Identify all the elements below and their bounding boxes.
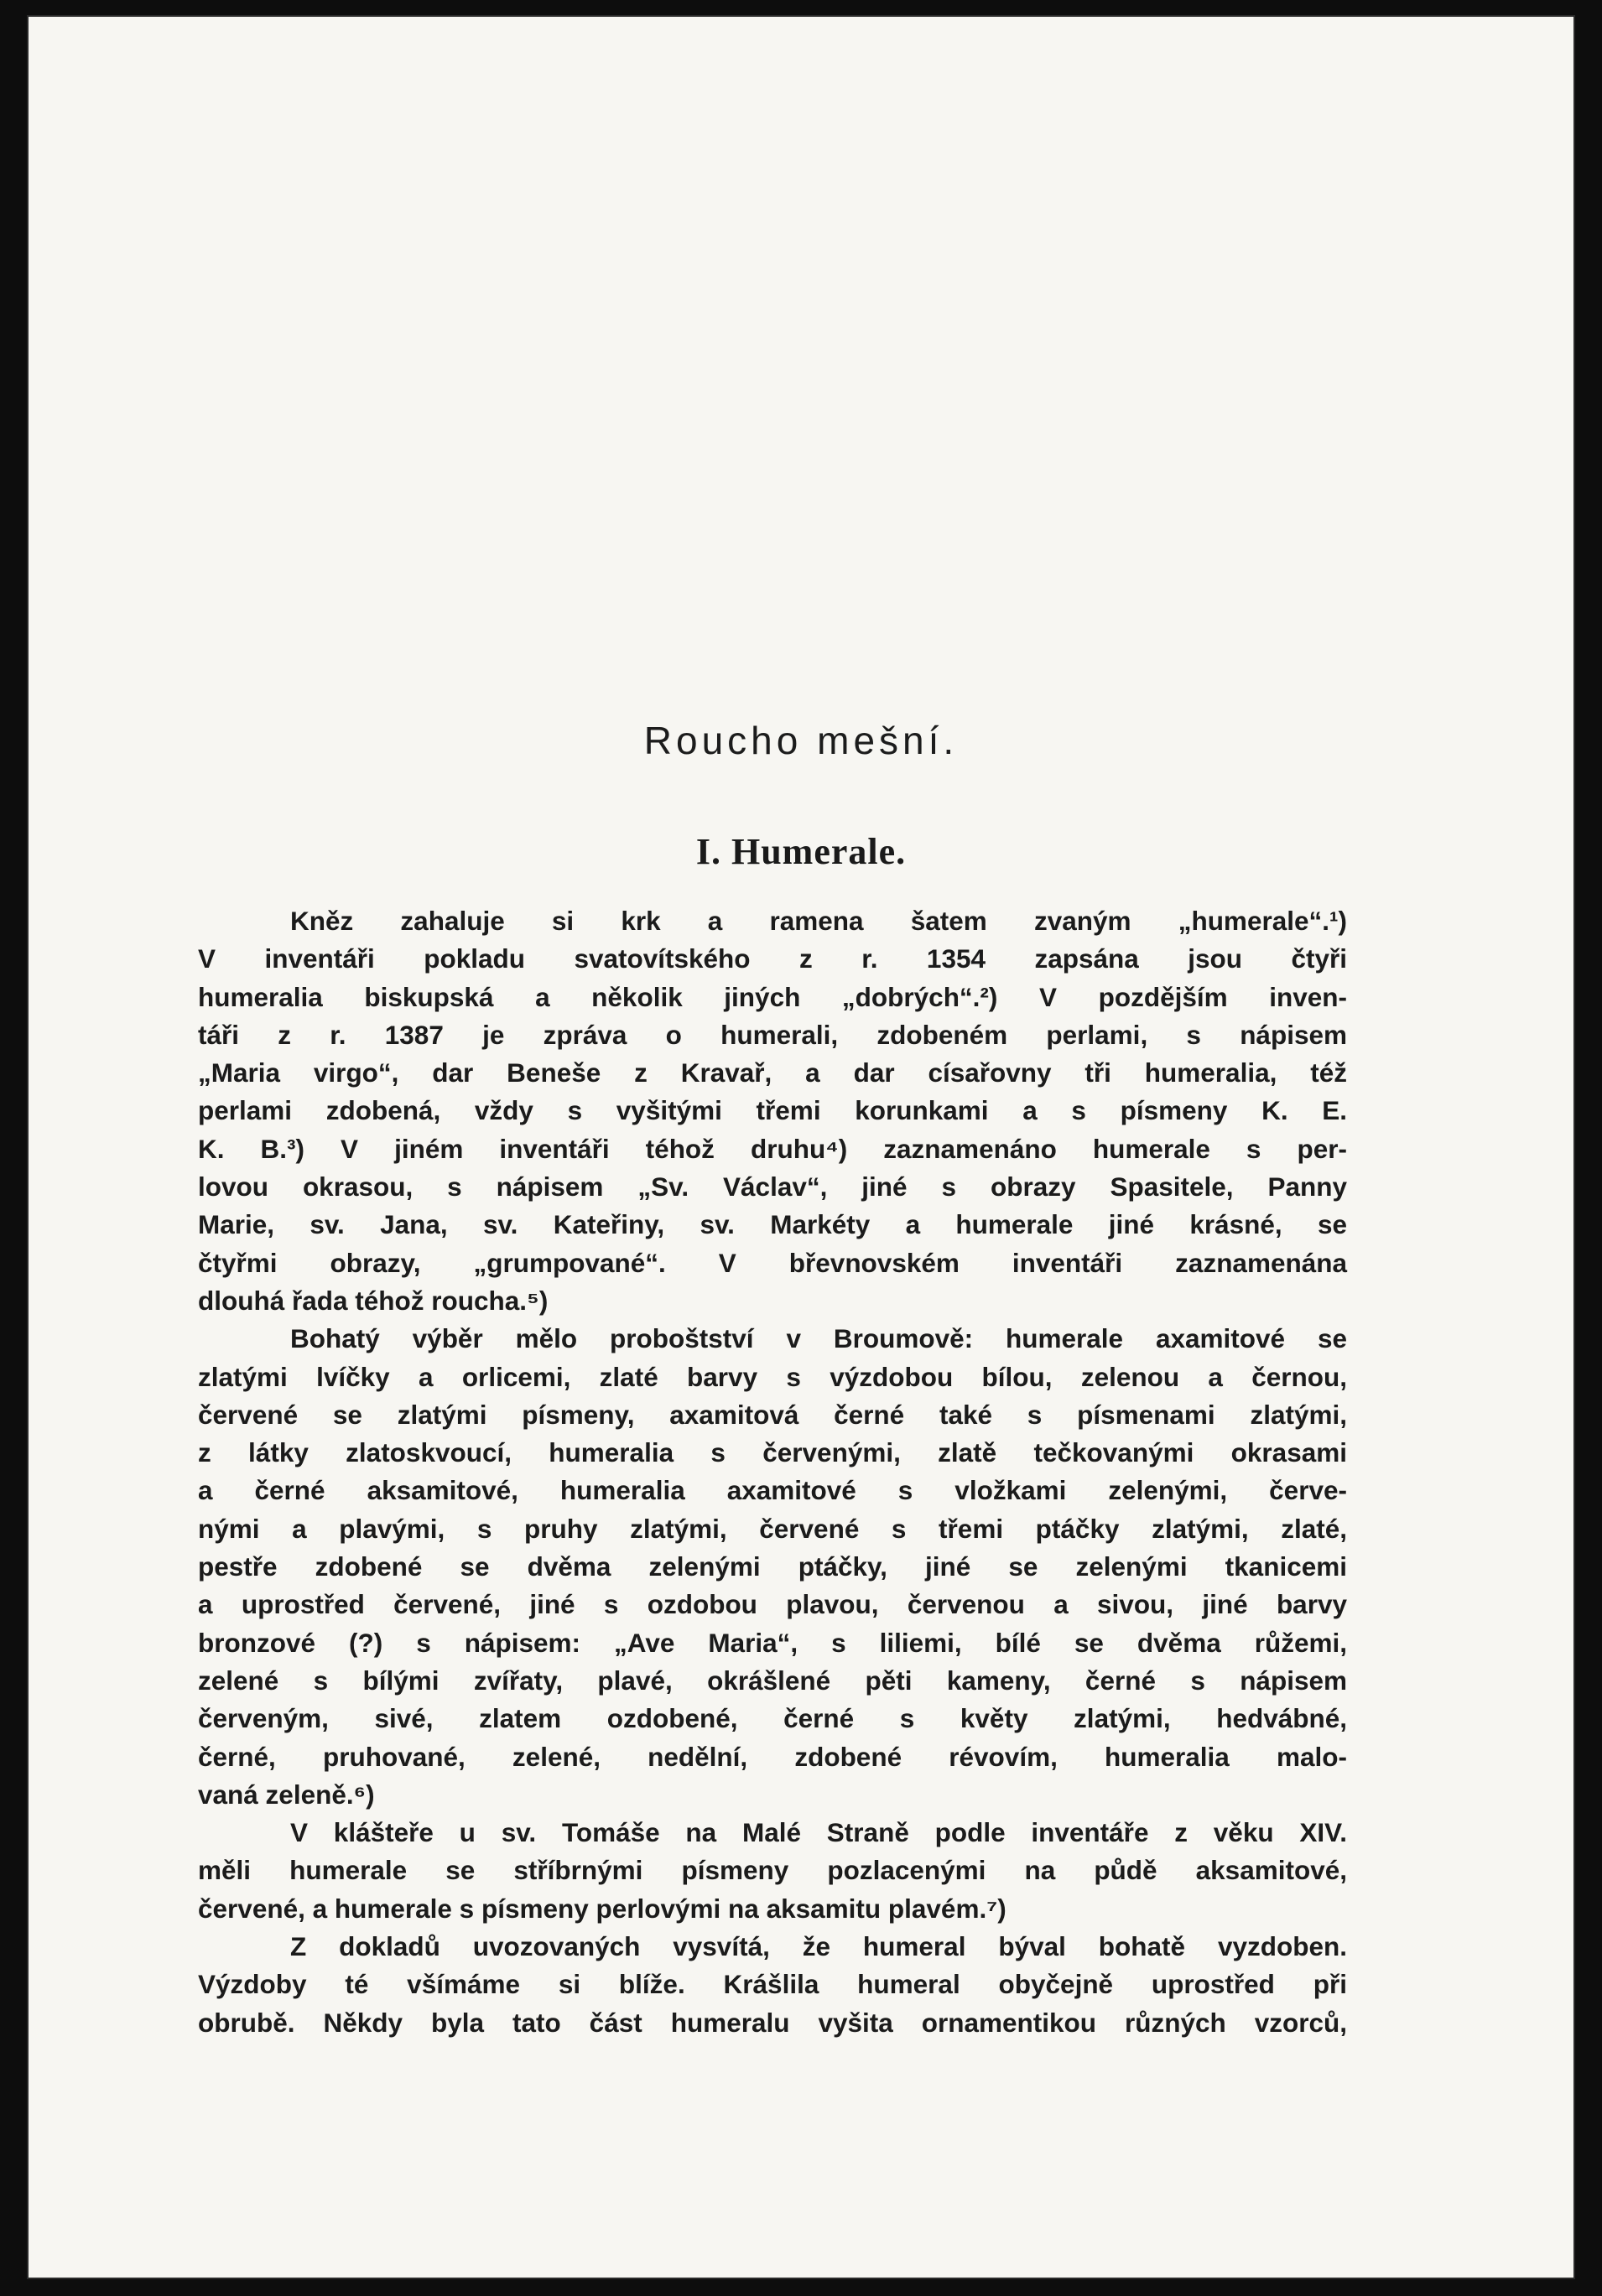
text-line: K. B.³) V jiném inventáři téhož druhu⁴) zaznamenáno humerale s per- — [198, 1133, 1347, 1164]
text-line: zelené s bílými zvířaty, plavé, okrášlené pěti kameny, černé s nápisem — [198, 1665, 1347, 1696]
text-line: nými a plavými, s pruhy zlatými, červené s třemi ptáčky zlatými, zlaté, — [198, 1513, 1347, 1544]
text-line: Bohatý výběr mělo proboštství v Broumově: humerale axamitové se — [290, 1323, 1347, 1354]
text-line: Výzdoby té všímáme si blíže. Krášlila humeral obyčejně uprostřed při — [198, 1969, 1347, 2000]
text-line: vaná zeleně.⁶) — [198, 1779, 375, 1810]
text-line: černé, pruhované, zelené, nedělní, zdobené révovím, humeralia malo- — [198, 1741, 1347, 1772]
text-line: zlatými lvíčky a orlicemi, zlaté barvy s výzdobou bílou, zelenou a černou, — [198, 1361, 1347, 1392]
text-line: z látky zlatoskvoucí, humeralia s červenými, zlatě tečkovanými okrasami — [198, 1437, 1347, 1468]
text-line: dlouhá řada téhož roucha.⁵) — [198, 1285, 549, 1316]
text-line: V klášteře u sv. Tomáše na Malé Straně podle inventáře z věku XIV. — [290, 1817, 1347, 1848]
text-line: humeralia biskupská a několik jiných „dobrých“.²) V pozdějším inven- — [198, 981, 1347, 1012]
text-line: obrubě. Někdy byla tato část humeralu vyšita ornamentikou různých vzorců, — [198, 2007, 1347, 2038]
body-text — [198, 902, 1347, 2042]
page-title: Roucho mešní. — [643, 719, 959, 762]
text-line: lovou okrasou, s nápisem „Sv. Václav“, jiné s obrazy Spasitele, Panny — [198, 1171, 1347, 1203]
text-line: bronzové (?) s nápisem: „Ave Maria“, s liliemi, bílé se dvěma růžemi, — [198, 1627, 1347, 1658]
text-line: Z dokladů uvozovaných vysvítá, že humeral býval bohatě vyzdoben. — [290, 1931, 1347, 1962]
text-line: červené, a humerale s písmeny perlovými na aksamitu plavém.⁷) — [198, 1893, 1006, 1924]
section-heading: I. Humerale. — [695, 831, 907, 872]
text-line: čtyřmi obrazy, „grumpované“. V břevnovském inventáři zaznamenána — [198, 1247, 1347, 1278]
text-line: táři z r. 1387 je zpráva o humerali, zdobeném perlami, s nápisem — [198, 1019, 1347, 1050]
text-line: červeným, sivé, zlatem ozdobené, černé s květy zlatými, hedvábné, — [198, 1703, 1347, 1734]
text-line: měli humerale se stříbrnými písmeny pozlacenými na půdě aksamitové, — [198, 1855, 1347, 1886]
text-line: a černé aksamitové, humeralia axamitové s vložkami zelenými, červe- — [198, 1475, 1347, 1506]
text-line: Kněz zahaluje si krk a ramena šatem zvaným „humerale“.¹) — [290, 906, 1347, 936]
text-line: „Maria virgo“, dar Beneše z Kravař, a dar císařovny tři humeralia, též — [198, 1057, 1347, 1088]
text-line: pestře zdobené se dvěma zelenými ptáčky, jiné se zelenými tkanicemi — [198, 1551, 1347, 1582]
text-line: a uprostřed červené, jiné s ozdobou plavou, červenou a sivou, jiné barvy — [198, 1589, 1347, 1620]
text-line: V inventáři pokladu svatovítského z r. 1354 zapsána jsou čtyři — [198, 943, 1347, 974]
text-line: perlami zdobená, vždy s vyšitými třemi korunkami a s písmeny K. E. — [198, 1095, 1347, 1126]
scanned-page — [27, 15, 1575, 2279]
text-line: Marie, sv. Jana, sv. Kateřiny, sv. Markéty a humerale jiné krásné, se — [198, 1209, 1347, 1240]
text-line: červené se zlatými písmeny, axamitová černé také s písmenami zlatými, — [198, 1399, 1347, 1430]
